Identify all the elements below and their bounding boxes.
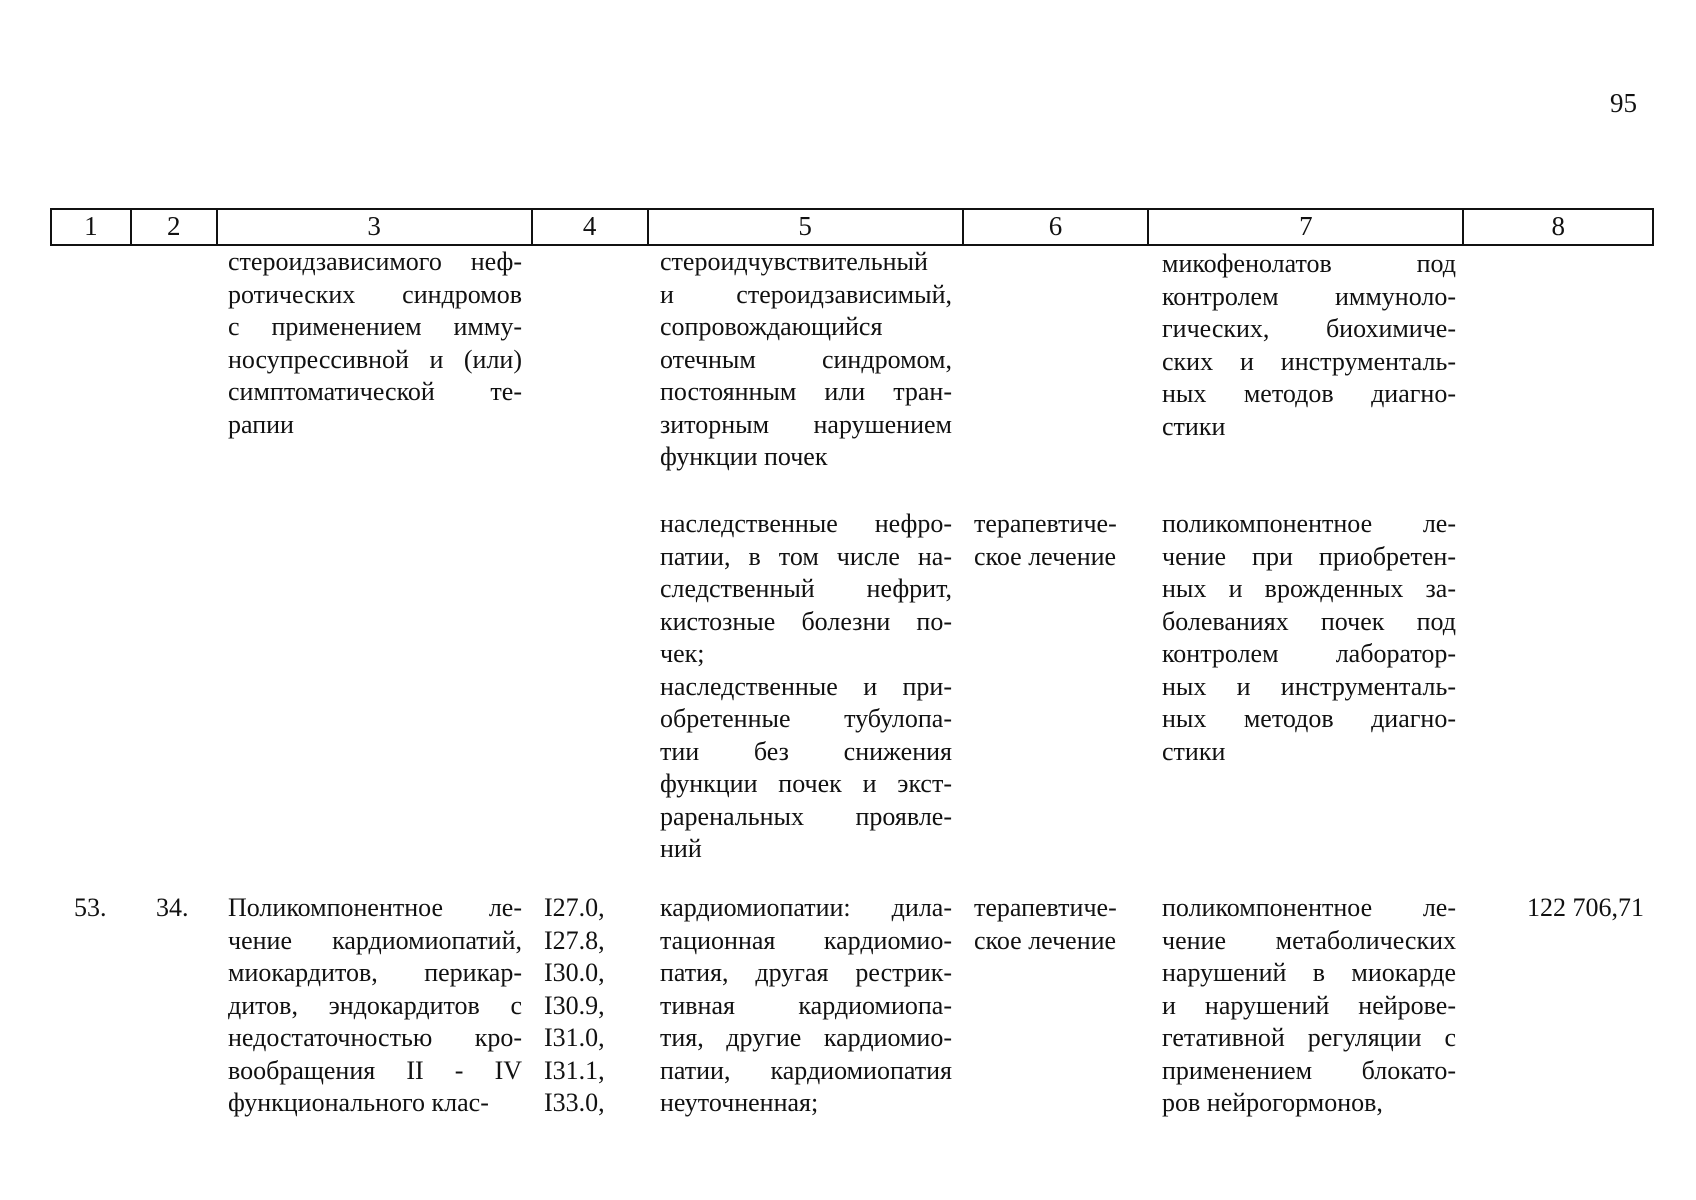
- cell-line: стероидчувствительный: [660, 247, 928, 276]
- cell-line: ных и инструменталь-: [1162, 671, 1456, 701]
- cell-line: стероидзависимого неф-: [228, 247, 522, 276]
- cell-line: ское лечение: [974, 541, 1117, 571]
- header-col-6: 6: [964, 210, 1150, 244]
- cell-line: вообращения II - IV: [228, 1055, 522, 1085]
- cell-line: наследственные и при-: [660, 671, 952, 701]
- cell-line: следственный нефрит,: [660, 574, 952, 603]
- cell-line: отечным синдромом,: [660, 344, 952, 374]
- cell-line: симптоматической те-: [228, 377, 522, 406]
- cell-line: неуточненная;: [660, 1088, 819, 1117]
- cell-line: стики: [1162, 411, 1226, 441]
- cell-line: ских и инструменталь-: [1162, 346, 1456, 376]
- cell-line: ротических синдромов: [228, 279, 522, 309]
- cell-line: с применением имму-: [228, 312, 522, 341]
- cell-col-5: [660, 508, 952, 866]
- cell-line: чение кардиомиопатий,: [228, 925, 522, 955]
- cell-line: функционального клас-: [228, 1088, 489, 1117]
- cell-col-7: [1162, 508, 1456, 768]
- cell-line: и стероидзависимый,: [660, 279, 952, 309]
- cell-col-8: 122 706,71: [1527, 893, 1644, 922]
- cell-col-3: [228, 246, 522, 441]
- cell-col-7: [1162, 892, 1456, 1120]
- cell-col-5: [660, 246, 952, 474]
- cell-col-2: 34.: [156, 893, 189, 922]
- cell-col-5: [660, 892, 952, 1120]
- cell-line: чек;: [660, 639, 705, 668]
- cell-line: чение при приобретен-: [1162, 541, 1456, 571]
- cell-line: зиторным нарушением: [660, 409, 952, 439]
- cell-col-6: [974, 892, 1144, 957]
- cell-line: контролем иммуноло-: [1162, 281, 1456, 311]
- cell-line: сопровождающийся: [660, 312, 883, 341]
- cell-line: патии, в том числе на-: [660, 541, 952, 571]
- cell-line: обретенные тубулопа-: [660, 704, 952, 733]
- cell-line: гетативной регуляции с: [1162, 1023, 1456, 1052]
- cell-line: ское лечение: [974, 925, 1117, 955]
- cell-line: и нарушений нейрове-: [1162, 990, 1456, 1020]
- cell-line: функции почек и экст-: [660, 769, 952, 798]
- cell-line: раренальных проявле-: [660, 801, 952, 831]
- header-col-4: 4: [533, 210, 649, 244]
- cell-line: носупрессивной и (или): [228, 344, 522, 374]
- cell-line: I30.9,: [544, 990, 605, 1020]
- cell-line: терапевтиче-: [974, 509, 1117, 538]
- cell-line: I27.0,: [544, 893, 605, 922]
- cell-col-6: [974, 508, 1144, 573]
- cell-line: патии, кардиомиопатия: [660, 1055, 952, 1085]
- cell-col-7: [1162, 248, 1456, 443]
- cell-col-4: [544, 892, 624, 1120]
- cell-line: терапевтиче-: [974, 893, 1117, 922]
- table-body: [50, 246, 1654, 1200]
- cell-line: тии без снижения: [660, 736, 952, 766]
- cell-line: патия, другая рестрик-: [660, 958, 952, 987]
- cell-line: функции почек: [660, 442, 828, 471]
- cell-line: ных методов диагно-: [1162, 379, 1456, 408]
- cell-line: I27.8,: [544, 925, 605, 955]
- cell-line: кистозные болезни по-: [660, 606, 952, 636]
- cell-line: ных и врожденных за-: [1162, 574, 1456, 603]
- header-col-3: 3: [218, 210, 533, 244]
- cell-line: стики: [1162, 736, 1226, 766]
- header-col-5: 5: [649, 210, 964, 244]
- cell-line: поликомпонентное ле-: [1162, 509, 1456, 538]
- cell-line: тационная кардиомио-: [660, 925, 952, 955]
- page-number: 95: [1610, 88, 1637, 118]
- cell-line: постоянным или тран-: [660, 377, 952, 406]
- cell-line: гических, биохимиче-: [1162, 314, 1456, 343]
- header-col-2: 2: [132, 210, 218, 244]
- cell-line: ний: [660, 834, 702, 863]
- cell-line: нарушений в миокарде: [1162, 958, 1456, 987]
- cell-line: микофенолатов под: [1162, 249, 1456, 278]
- table-header: [50, 208, 1654, 246]
- cell-line: недостаточностью кро-: [228, 1023, 522, 1052]
- cell-line: чение метаболических: [1162, 925, 1456, 955]
- cell-col-1: 53.: [74, 893, 107, 922]
- cell-line: кардиомиопатии: дила-: [660, 893, 952, 922]
- cell-line: ных методов диагно-: [1162, 704, 1456, 733]
- cell-line: I31.0,: [544, 1023, 605, 1052]
- cell-line: рапии: [228, 409, 294, 439]
- cell-line: поликомпонентное ле-: [1162, 893, 1456, 922]
- cell-line: I30.0,: [544, 958, 605, 987]
- cell-line: тия, другие кардиомио-: [660, 1023, 952, 1052]
- cell-line: I31.1,: [544, 1055, 605, 1085]
- cell-line: применением блокато-: [1162, 1055, 1456, 1085]
- cell-line: Поликомпонентное ле-: [228, 893, 522, 922]
- header-col-8: 8: [1551, 211, 1565, 241]
- cell-line: дитов, эндокардитов с: [228, 990, 522, 1020]
- cell-line: контролем лаборатор-: [1162, 639, 1456, 668]
- cell-line: миокардитов, перикар-: [228, 958, 522, 987]
- header-col-7: 7: [1149, 210, 1464, 244]
- header-col-1: 1: [52, 210, 132, 244]
- cell-line: наследственные нефро-: [660, 509, 952, 538]
- cell-line: болеваниях почек под: [1162, 606, 1456, 636]
- cell-line: I33.0,: [544, 1088, 605, 1117]
- cell-line: тивная кардиомиопа-: [660, 990, 952, 1020]
- cell-line: ров нейрогормонов,: [1162, 1088, 1383, 1117]
- cell-col-3: [228, 892, 522, 1120]
